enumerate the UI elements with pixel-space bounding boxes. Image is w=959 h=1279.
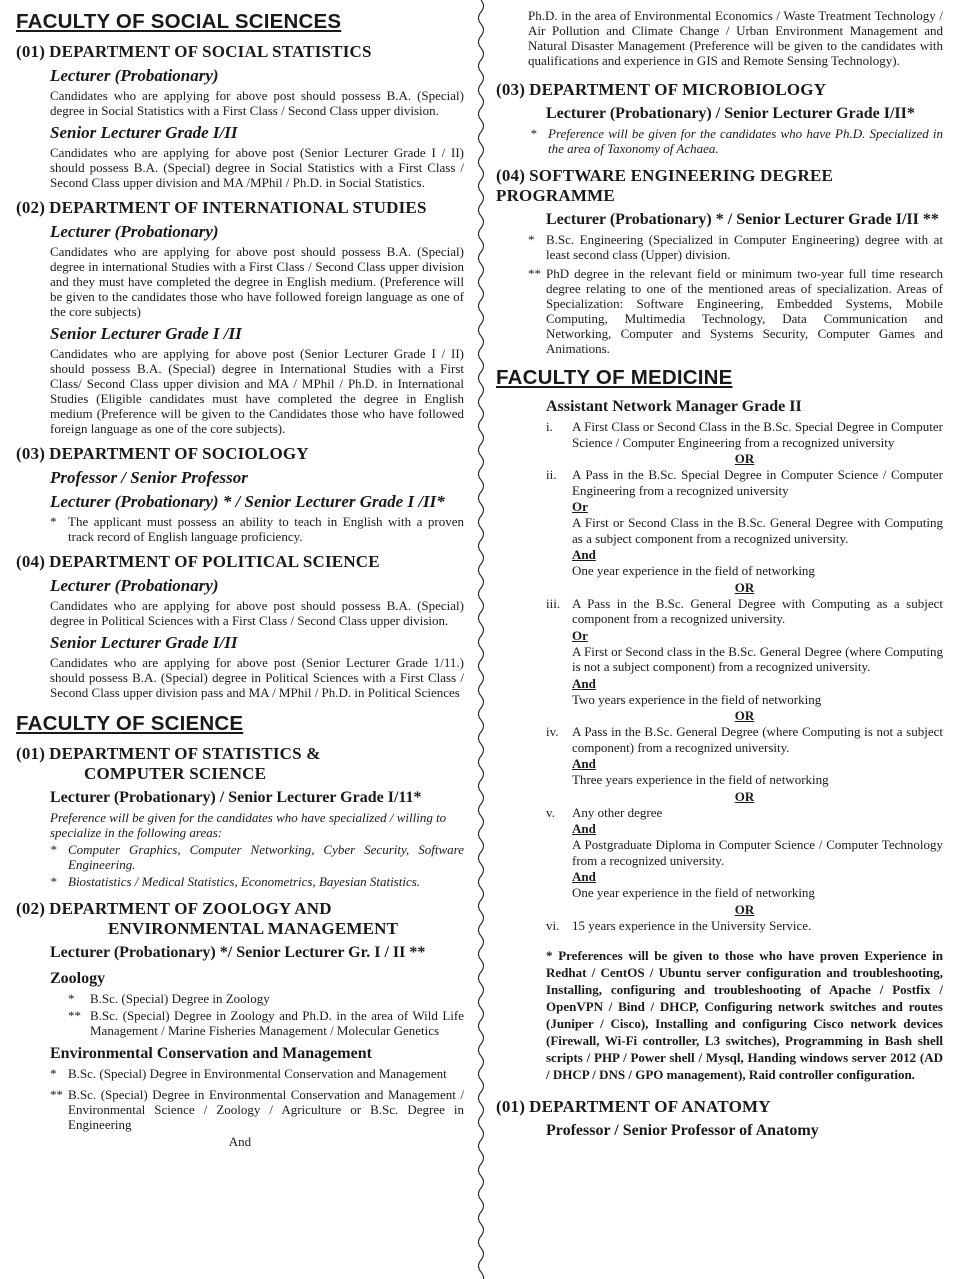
faculty-heading: FACULTY OF MEDICINE: [496, 366, 733, 389]
or-connector: OR: [734, 901, 755, 917]
qualification-text: One year experience in the field of networking: [572, 885, 815, 900]
wavy-column-divider: [474, 0, 488, 1279]
department-heading: (01) DEPARTMENT OF STATISTICS & COMPUTER SCIENCE: [16, 744, 321, 783]
list-item: ** B.Sc. (Special) Degree in Environmental Conservation and Management / Environmental Science / Zoology / Agriculture or B.Sc. Degree in Engineering: [50, 1087, 464, 1132]
post-title: Senior Lecturer Grade I/II: [50, 123, 238, 142]
list-item: ** PhD degree in the relevant field or minimum two-year full time research degree relating to one of the mentioned areas of specialization. Areas of Specialization: Software Engineering, Embedded Systems, Mobile Computing, Multimedia Technology, Data Communication and Networking, Computer and Systems Security, Computer Games and Animations.: [528, 266, 943, 356]
requirement-text: Candidates who are applying for above post should possess B.A. (Special) degree in Political Sciences with a First Class / Second Class upper division.: [50, 598, 464, 628]
qualification-text: A First or Second class in the B.Sc. General Degree (where Computing is not a subject component) from a recognized university.: [572, 643, 943, 674]
and-connector: And: [228, 1134, 252, 1149]
requirement-text: Candidates who are applying for above post (Senior Lecturer Grade I / II) should possess B.A. (Special) degree in Social Statistics with a First Class / Second Class upper division and MA /MPhil / Ph.D. in Social Statistics.: [50, 145, 464, 190]
or-connector: OR: [734, 788, 755, 804]
list-item: * B.Sc. (Special) Degree in Zoology: [68, 991, 270, 1006]
requirement-text: Candidates who are applying for above post should possess B.A. (Special) degree in Social Statistics with a First Class / Second Class upper division.: [50, 88, 464, 118]
department-heading: (02) DEPARTMENT OF INTERNATIONAL STUDIES: [16, 198, 427, 217]
post-title: Lecturer (Probationary): [50, 66, 219, 85]
post-title: Lecturer (Probationary) / Senior Lecturer Grade I/II*: [546, 105, 915, 122]
qualification-text: One year experience in the field of networking: [572, 563, 815, 578]
post-title: Professor / Senior Professor of Anatomy: [546, 1122, 819, 1139]
qualification-item: vi. 15 years experience in the University Service.: [546, 917, 812, 933]
list-item: ** B.Sc. (Special) Degree in Zoology and Ph.D. in the area of Wild Life Management / Marine Fisheries Management / Molecular Genetics: [68, 1008, 464, 1038]
department-heading: (01) DEPARTMENT OF SOCIAL STATISTICS: [16, 42, 372, 61]
department-heading: (02) DEPARTMENT OF ZOOLOGY AND ENVIRONMENTAL MANAGEMENT: [16, 899, 399, 938]
and-connector: And: [572, 547, 596, 562]
department-heading: (04) DEPARTMENT OF POLITICAL SCIENCE: [16, 552, 380, 571]
right-column: [496, 8, 943, 1143]
post-title: Lecturer (Probationary) * / Senior Lecturer Grade I /II*: [50, 492, 445, 511]
qualification-item: iv. A Pass in the B.Sc. General Degree (where Computing is not a subject component) from a recognized university.: [546, 724, 943, 755]
note-item: * Preference will be given for the candidates who have Ph.D. Specialized in the area of Taxonomy of Achaea.: [530, 126, 943, 156]
requirement-text: Candidates who are applying for above post (Senior Lecturer Grade I / II) should possess B.A. (Special) degree in International Studies with a First Class/ Second Class upper division and MA / MPhil / Ph.D. in International Studies (Eligible candidates must have completed the degree in English medium (Preference will be given to the Candidates those who have followed foreign language as one of the core subjects).: [50, 346, 464, 436]
qualification-item: v. Any other degree: [546, 804, 663, 820]
or-connector: OR: [734, 451, 755, 466]
and-connector: And: [572, 675, 596, 691]
post-title: Professor / Senior Professor: [50, 468, 248, 487]
requirement-text: Candidates who are applying for above post (Senior Lecturer Grade 1/11.) should possess B.A. (Special) degree in Political Sciences with a First Class / Second Class upper division pass and MA / MPhil / Ph.D. in Political Sciences: [50, 655, 464, 700]
preference-paragraph: * Preferences will be given to those who have proven Experience in Redhat / CentOS / Ubuntu server configuration and troubleshooting, Installing, configuring and troubleshooting of Apache / Postfix / OpenVPN / Bind / DHCP, Configuring network switches and routes (Juniper / Cisco), Installing and configuring Cisco network devices (Firewall, Wi-Fi controller, L3 switches), Programming in Bash shell scripts / PHP / Power shell / Mysql, Handing windows server 2012 (AD / DHCP / DNS / GPO management), Raid controller configuration.: [546, 948, 943, 1082]
qualification-text: Three years experience in the field of networking: [572, 772, 829, 787]
or-connector: OR: [734, 579, 755, 595]
post-title: Lecturer (Probationary) / Senior Lecturer Grade I/11*: [50, 789, 422, 806]
post-title: Senior Lecturer Grade I/II: [50, 633, 238, 652]
and-connector: And: [572, 869, 596, 884]
qualification-text: A Postgraduate Diploma in Computer Science / Computer Technology from a recognized university.: [572, 837, 943, 868]
left-column: [16, 8, 464, 1149]
post-title: Lecturer (Probationary): [50, 576, 219, 595]
list-item: * B.Sc. (Special) Degree in Environmental Conservation and Management: [50, 1066, 447, 1081]
qualification-item: ii. A Pass in the B.Sc. Special Degree in Computer Science / Computer Engineering from a recognized university: [546, 467, 943, 498]
list-item: * B.Sc. Engineering (Specialized in Computer Engineering) degree with at least second class (Upper) division.: [528, 232, 943, 262]
post-title: Lecturer (Probationary) * / Senior Lecturer Grade I/II **: [546, 211, 939, 228]
continued-text: Ph.D. in the area of Environmental Economics / Waste Treatment Technology / Air Pollution and Climate Change / Urban Environment Management and Natural Disaster Management (Preference will be given to the candidates with qualifications and experience in GIS and Remote Sensing Technology).: [528, 8, 943, 68]
subject-heading: Environmental Conservation and Management: [50, 1045, 372, 1062]
qualification-item: i. A First Class or Second Class in the B.Sc. Special Degree in Computer Science / Computer Engineering from a recognized university: [546, 419, 943, 450]
subject-heading: Zoology: [50, 970, 106, 987]
post-title: Lecturer (Probationary) */ Senior Lecturer Gr. I / II **: [50, 944, 426, 961]
list-item: * Computer Graphics, Computer Networking, Cyber Security, Software Engineering.: [50, 842, 464, 872]
post-title: Senior Lecturer Grade I /II: [50, 324, 242, 343]
department-heading: (03) DEPARTMENT OF SOCIOLOGY: [16, 444, 309, 463]
and-connector: And: [572, 821, 596, 836]
department-heading: (03) DEPARTMENT OF MICROBIOLOGY: [496, 80, 827, 99]
post-title: Lecturer (Probationary): [50, 222, 219, 241]
or-connector: OR: [734, 708, 755, 723]
department-heading: (04) SOFTWARE ENGINEERING DEGREE PROGRAMME: [496, 166, 834, 205]
or-connector: Or: [572, 627, 588, 643]
list-item: * Biostatistics / Medical Statistics, Econometrics, Bayesian Statistics.: [50, 874, 421, 889]
post-title: Assistant Network Manager Grade II: [546, 398, 802, 415]
or-connector: Or: [572, 499, 588, 514]
faculty-heading: FACULTY OF SCIENCE: [16, 712, 244, 735]
and-connector: And: [572, 756, 596, 771]
requirement-text: Candidates who are applying for above post should possess B.A. (Special) degree in international Studies with a First Class / Second Class upper division and they must have completed the degree in English medium. (Preference will be given to the candidates those who have followed foreign language as one of the core subjects): [50, 244, 464, 319]
qualification-text: A First or Second Class in the B.Sc. General Degree with Computing as a subject component from a recognized university.: [572, 515, 943, 546]
faculty-heading: FACULTY OF SOCIAL SCIENCES: [16, 10, 342, 33]
preference-text: Preference will be given for the candidates who have specialized / willing to specialize in the following areas:: [50, 810, 447, 840]
qualification-text: Two years experience in the field of networking: [572, 691, 822, 707]
department-heading: (01) DEPARTMENT OF ANATOMY: [496, 1097, 771, 1116]
qualification-item: iii. A Pass in the B.Sc. General Degree with Computing as a subject component from a recognized university.: [546, 595, 943, 626]
note-item: * The applicant must possess an ability to teach in English with a proven track record of English language proficiency.: [50, 514, 464, 544]
